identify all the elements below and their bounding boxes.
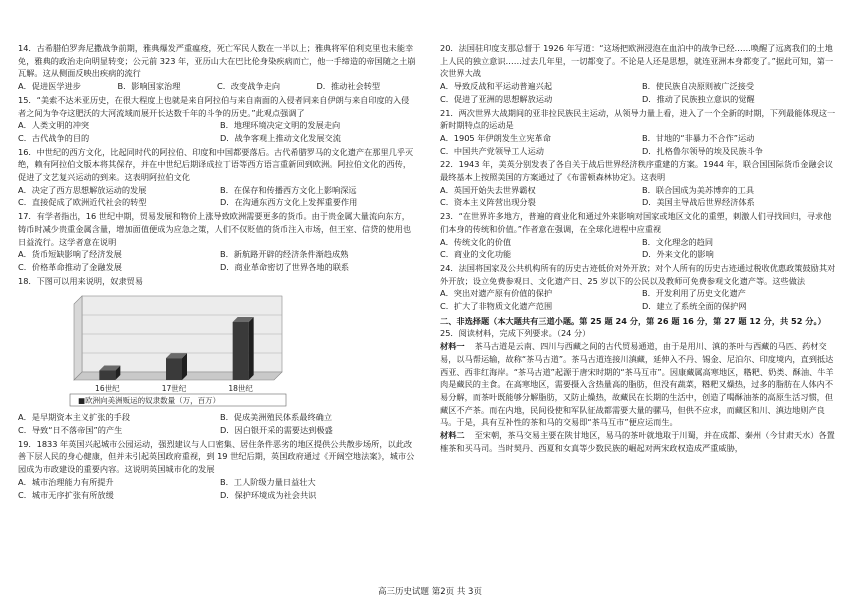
question-20 [440,42,838,106]
option-a: A．导致反战和平运动普遍兴起 [440,81,553,92]
option-d: D．在沟通东西方文化上发挥重要作用 [220,197,358,208]
material-1-tag: 材料一 [440,341,465,352]
chart-side-wall [74,296,82,380]
option-b: B．联合国成为美苏博弈的工具 [642,184,755,195]
option-a: A．决定了西方思想解放运动的发展 [18,184,147,195]
question-stem: 17．有学者指出，16 世纪中期，贸易发展和物价上涨导致欧洲需要更多的货币。由于贵金属大量流向东方，铸币时减少贵重金属含量，增加面值便成为应急之策，人们不仅贬值的货币注入市场，但王室、信贷的使用也日益流行。这学者意在说明 [18,211,412,247]
option-b: B．促成美洲殖民体系最终确立 [220,412,333,423]
option-d: D．保护环境成为社会共识 [220,489,317,500]
option-a: A．传统文化的价值 [440,236,512,247]
options [440,236,838,261]
question-14 [18,42,416,93]
options [18,248,416,273]
material-2 [440,429,838,454]
slave-trade-chart [54,290,304,408]
question-stem: 19．1833 年英国兴起城市公园运动，强烈建议与人口密集、居住条件恶劣的地区提供公共散步场所，以此改善下层人民的身心健康，但并未引起英国政府重视，到 19 世纪后期，英国政府通过《开阔空地法案》，城市公园成为市政建设的重要内容。这说明英国城市化的发展 [18,438,415,475]
chart-bar [166,354,187,381]
option-d: D．商业革命密切了世界各地的联系 [220,261,350,272]
question-21 [440,107,838,158]
option-c: C．导致“日不落帝国”的产生 [18,425,123,436]
option-a: A．1905 年伊朗发生立宪革命 [440,132,551,143]
chart-category-label: 17世纪 [161,384,187,394]
question-17 [18,210,416,274]
option-c: C．改变战争走向 [217,81,281,92]
question-stem: 16．中世纪的西方文化，比起同时代的阿拉伯、印度和中国都要落后。古代希腊罗马的文化遗产在那里几乎灭绝，赖有阿拉伯文版本将其保存，并在中世纪后期译成拉丁语等西方语言重新回到欧洲。阿拉伯文化的西传，促进了文艺复兴运动的到来。这表明阿拉伯文化 [18,146,414,183]
chart-category-label: 18世纪 [228,384,253,394]
question-24 [440,262,838,313]
option-b: B．在保存和传播西方文化上影响深远 [220,184,357,195]
option-b: B．甘地的“非暴力不合作”运动 [642,132,755,143]
option-c: C．价格革命推动了金融发展 [18,261,122,272]
options [440,287,838,312]
option-c: C．扩大了非物质文化遗产范围 [440,301,553,312]
options [18,411,416,436]
option-c: C．促进了亚洲的思想解放运动 [440,93,553,104]
right-column [440,42,838,455]
option-b: B．开发利用了历史文化遗产 [642,288,746,299]
question-22 [440,158,838,209]
options [18,184,416,209]
question-stem: 23．“在世界许多地方，普遍的商业化和通过外来影响对国家或地区文化的重塑，刺激人们寻找回归，寻求他们本身的传统和价值。”作者意在强调，在全球化进程中应重视 [440,211,832,234]
option-a: A．是早期资本主义扩张的手段 [18,412,131,423]
material-2-text: 至宋朝，茶马交易主要在陕甘地区，易马的茶叶就地取于川蜀，并在成都、秦州（今甘肃天水）各置榷茶和买马司。当时契丹、西夏和女真等少数民族的崛起对两宋政权造成严重威胁， [440,430,835,453]
section-heading: 二、非选择题（本大题共有三道小题。第 25 题 24 分，第 26 题 16 分，第 27 题 12 分，共 52 分。） [440,315,826,326]
question-stem: 18．下图可以用来说明，奴隶贸易 [18,275,144,286]
option-c: C．资本主义阵营出现分裂 [440,197,536,208]
options [18,476,416,501]
options [440,184,838,209]
option-c: C．城市无序扩张有所放缓 [18,489,114,500]
option-a: A．城市治理能力有所提升 [18,476,114,487]
question-18 [18,275,416,437]
question-stem: 20．法国驻印度支那总督于 1926 年写道：“这场把欧洲浸泡在血泊中的战争已经……唤醒了远离我们的土地上人民的独立意识……过去几年里，一切都变了。不论是人还是思想，就连亚洲本身都变了。”据此可知，第一次世界大战 [440,43,834,79]
option-c: C．中国共产党领导工人运动 [440,145,544,156]
question-19 [18,438,416,502]
option-b: B．地理环境决定文明的发展走向 [220,120,341,131]
chart-category-label: 16世纪 [95,384,120,394]
option-c: C．商业的文化功能 [440,249,512,260]
options [18,119,416,144]
option-d: D．外来文化的影响 [642,249,714,260]
option-b: B．使民族自决原则被广泛接受 [642,81,755,92]
question-15 [18,94,416,145]
option-c: C．古代战争的目的 [18,132,90,143]
option-a: A．突出对遗产原有价值的保护 [440,288,553,299]
question-stem: 24．法国将国家及公共机构所有的历史古迹低价对外开放；对个人所有的历史古迹通过税收优惠政策鼓励其对外开放；设立免费参观日、文化遗产日、25 岁以下的公民以及教师可免费参观文化遗产等。这些做法 [440,262,836,286]
option-a: A．人类文明的冲突 [18,120,90,131]
question-25-intro: 25．阅读材料，完成下列要求。（24 分） [440,328,591,339]
option-d: D．因白银开采的需要达到极盛 [220,425,333,436]
left-column [18,42,416,502]
option-d: D．战争客观上推动文化发展交流 [220,132,341,143]
chart-bar [233,317,254,380]
chart-svg [54,290,304,408]
chart-legend: ■欧洲向美洲贩运的奴隶数量（万，百万） [78,396,221,406]
options [440,80,838,105]
options [18,80,416,93]
option-d: D．扎格鲁尔领导的埃及民族斗争 [642,145,763,156]
option-b: B．工人阶级力量日益壮大 [220,476,316,487]
option-d: D．建立了系统全面的保护网 [642,301,747,312]
option-a: A．英国开始失去世界霸权 [440,184,536,195]
option-b: B．文化理念的趋同 [642,236,714,247]
material-1 [440,340,838,429]
question-stem: 14．古希腊伯罗奔尼撒战争前期，雅典爆发严重瘟疫，死亡军民人数在一半以上；雅典将军伯利克里也未能幸免，雅典的政治走向明显转变；公元前 323 年，亚历山大在巴比伦身染疾病而亡，他一手缔造的帝国随之土崩瓦解。这从侧面反映出疾病的流行 [18,43,416,79]
option-b: B．新航路开辟的经济条件渐趋成熟 [220,249,349,260]
page-footer: 高三历史试题 第2页 共 3页 [378,587,482,597]
option-a: A．货币短缺影响了经济发展 [18,249,122,260]
option-d: D．美国主导战后世界经济体系 [642,197,755,208]
question-stem: 15．“美索不达米亚历史，在很大程度上也就是来自阿拉伯与来自南面的入侵者同来自伊朗与来自印度的入侵者之间为争夺这肥沃的大河流域而展开长达数千年的斗争的历史。”此观点强调了 [18,94,410,118]
option-d: D．推动社会转型 [316,81,381,92]
option-b: B．影响国家治理 [117,81,181,92]
material-1-text: 茶马古道是云南、四川与西藏之间的古代贸易通道，由于是用川、滇的茶叶与西藏的马匹、药材交易，以马帮运输，故称“茶马古道”。茶马古道连接川滇藏，延伸入不丹、锡金、尼泊尔、印度境内，直到抵达西亚、西非红海岸。“茶马古道”起源于唐宋时期的“茶马互市”。因康藏属高寒地区，糌粑、奶类、酥油、牛羊肉是藏民的主食。在高寒地区，需要摄入含热量高的脂肪，但没有蔬菜，糌粑又燥热，过多的脂肪在人体内不易分解，而茶叶既能够分解脂肪，又防止燥热，故藏民在长期的生活中，创造了喝酥油茶的高原生活习惯，但藏区不产茶。而在内地，民间役使和军队征战都需要大量的骡马，但供不应求，而藏区和川、滇边地则产良马。于是，具有互补性的茶和马的交易即“茶马互市”便应运而生。 [440,341,834,428]
question-stem: 21．两次世界大战期间的亚非拉民族民主运动，从领导力量上看，进入了一个全新的时期，下列最能体现这一新时期特点的运动是 [440,107,836,131]
question-16 [18,146,416,210]
question-23 [440,210,838,261]
option-d: D．推动了民族独立意识的觉醒 [642,93,755,104]
options [440,132,838,157]
material-2-tag: 材料二 [440,430,465,441]
chart-bar [99,366,120,381]
option-a: A．促进医学进步 [18,81,81,92]
option-c: C．直接促成了欧洲近代社会的转型 [18,197,147,208]
question-stem: 22．1943 年，美英分别发表了各自关于战后世界经济秩序重建的方案。1944 年，联合国国际货币金融会议最终基本上按照美国的方案通过了《布雷顿森林协定》。这表明 [440,159,833,183]
